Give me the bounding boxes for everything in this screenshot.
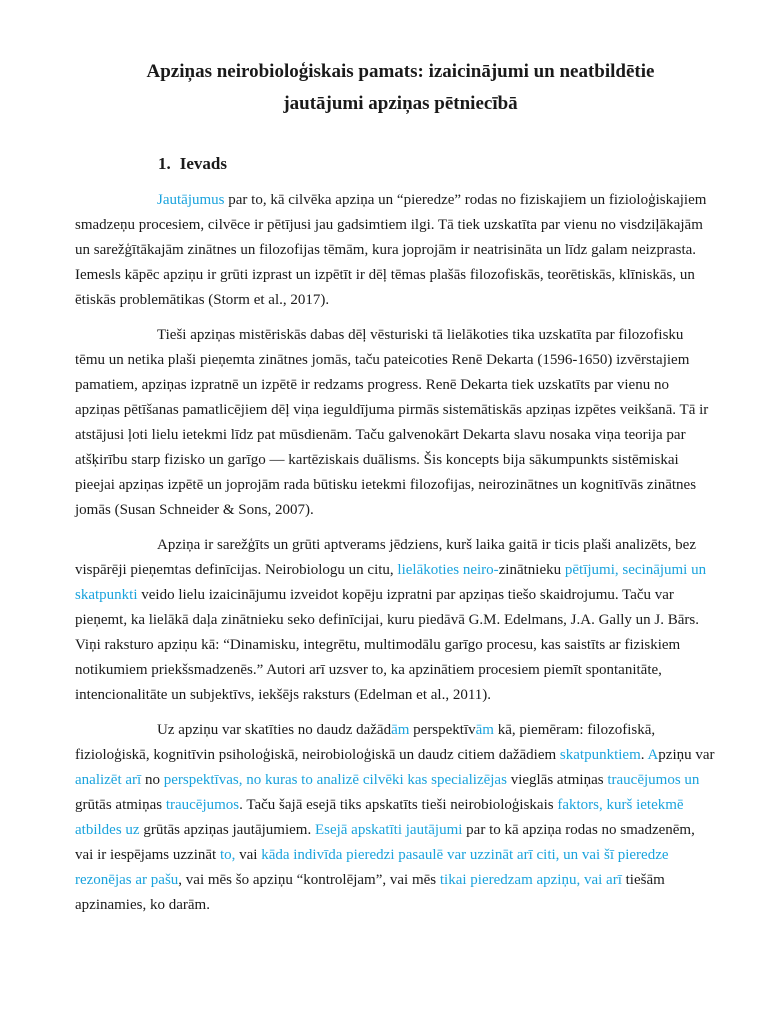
highlighted-text: ām xyxy=(391,722,410,738)
text-run: perspektīv xyxy=(409,722,476,738)
text-run: . xyxy=(640,747,648,763)
paragraph-1 xyxy=(75,188,716,313)
highlighted-text: skatpunktiem xyxy=(559,747,641,763)
text-run: pziņu var xyxy=(658,747,715,763)
body-text xyxy=(75,188,716,918)
highlighted-text: to, xyxy=(219,847,236,863)
text-run: grūtās atmiņas xyxy=(75,797,166,813)
paragraph-3 xyxy=(75,533,716,708)
text-run: , vai mēs šo apziņu “kontrolējam”, vai mēs xyxy=(178,872,440,888)
text-run: vieglās atmiņas xyxy=(506,772,608,788)
document-title xyxy=(75,56,716,120)
highlighted-text: faktors, kurš ietekmē atbildes uz xyxy=(75,797,684,838)
highlighted-text: A xyxy=(647,747,659,763)
highlighted-text: analizēt arī xyxy=(75,772,142,788)
section-title: Ievads xyxy=(179,154,227,173)
text-run: Apziņa ir sarežģīts un grūti aptverams jēdziens, kurš laika gaitā ir ticis plaši analizēts, bez vispārēji pieņemtas definīcijas. Neirobiologu un citu, xyxy=(75,537,696,578)
highlighted-text: perspektīvas, no kuras to analizē cilvēki kas specializējas xyxy=(163,772,507,788)
highlighted-text: tikai pieredzam apziņu, vai arī xyxy=(439,872,622,888)
section-heading xyxy=(158,154,716,174)
text-run: par to kā apziņa rodas no smadzenēm, vai ir iespējams uzzināt xyxy=(75,822,695,863)
title-line-1: Apziņas neirobioloģiskais pamats: izaicinājumi un neatbildētie xyxy=(146,61,655,82)
text-run: Uz apziņu var skatīties no daudz dažād xyxy=(157,722,392,738)
text-run: veido lielu izaicinājumu izveidot kopēju izpratni par apziņas tiešo skaidrojumu. Taču var pieņemt, ka lielākā daļa zinātnieku seko definīcijai, kuru piedāvā G.M. Edelmans, J.A. Gally un J. Bārs. Viņi raksturo apziņu kā: “Dinamisku, integrētu, multimodālu garīgo procesu, kas saistīts ar fiziskiem notikumiem priekšsmadzenēs.” Autori arī uzsver to, ka apzinātiem procesiem piemīt spontanitāte, intencionalitāte un subjektīvs, iekšējs raksturs (Edelman et al., 2011). xyxy=(75,587,699,703)
text-run: tiešām apzinamies, ko darām. xyxy=(75,872,665,913)
highlighted-text: traucējumos un xyxy=(607,772,700,788)
text-run: Tieši apziņas mistēriskās dabas dēļ vēsturiski tā lielākoties tika uzskatīta par filozofisku tēmu un netika plaši pieņemta zinātnes jomās, taču pateicoties Renē Dekarta (1596-1650) izvērstajiem pamatiem, apziņas izpratnē un izpētē ir redzams progress. Renē Dekarta tiek uzskatīts par vienu no apziņas pētīšanas pamatlicējiem dēļ viņa ieguldījuma pirmās sistemātiskās apziņas izpētes veikšanā. Tā ir atstājusi ļoti lielu ietekmi līdz pat mūsdienām. Taču galvenokārt Dekarta slavu nosaka viņa teorija par atšķirību starp fizisko un garīgo — kartēziskais duālisms. Šis koncepts bija sākumpunkts sistēmiskai pieejai apziņas izpētē un joprojām rada būtisku ietekmi filozofijas, neirozinātnes un kognitīvās zinātnes jomās (Susan Schneider & Sons, 2007). xyxy=(75,327,709,518)
paragraph-4 xyxy=(75,718,716,918)
highlighted-text: lielākoties neiro- xyxy=(397,562,499,578)
text-run: zinātnieku xyxy=(498,562,565,578)
section-number: 1. xyxy=(158,154,171,173)
text-run: kā, piemēram: filozofiskā, fizioloģiskā, kognitīvin psiholoģiskā, neirobioloģiskā un daudz citiem dažādiem xyxy=(75,722,656,763)
paragraph-2 xyxy=(75,323,716,523)
highlighted-text: kāda indivīda pieredzi pasaulē var uzzināt arī citi, un vai šī pieredze rezonējas ar pašu xyxy=(75,847,669,888)
title-line-2: jautājumi apziņas pētniecībā xyxy=(283,93,518,114)
text-run: par to, kā cilvēka apziņa un “pieredze” rodas no fiziskajiem un fizioloģiskajiem smadzeņu procesiem, cilvēce ir pētījusi jau gadsimtiem ilgi. Tā tiek uzskatīta par vienu no visdziļākajām un sarežģītākajām zinātnes un filozofijas tēmām, kura joprojām ir neatrisināta un līdz galam neizprasta. Iemesls kāpēc apziņu ir grūti izprast un izpētīt ir dēļ tēmas plašās filozofiskās, teorētiskās, klīniskās, un ētiskās problemātikas (Storm et al., 2017). xyxy=(75,192,707,308)
highlighted-text: Esejā apskatīti jautājumi xyxy=(314,822,463,838)
text-run: . Taču šajā esejā tiks apskatīts tieši neirobioloģiskais xyxy=(239,797,558,813)
highlighted-text: traucējumos xyxy=(165,797,240,813)
highlighted-text: Jautājumus xyxy=(157,192,225,208)
text-run: vai xyxy=(235,847,262,863)
text-run: grūtās apziņas jautājumiem. xyxy=(139,822,315,838)
highlighted-text: pētījumi, secinājumi un skatpunkti xyxy=(75,562,707,603)
text-run: no xyxy=(141,772,164,788)
highlighted-text: ām xyxy=(475,722,494,738)
